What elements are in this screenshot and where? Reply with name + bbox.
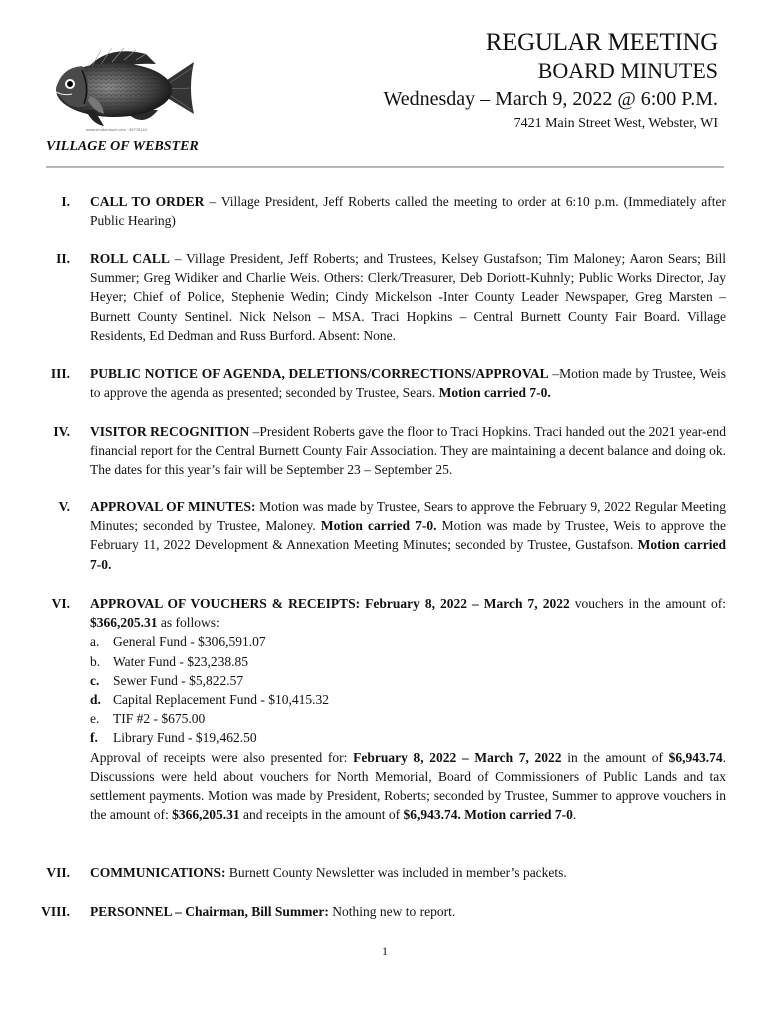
motion-result: Motion carried 7-0.	[438, 385, 551, 401]
title-line-2: BOARD MINUTES	[537, 58, 718, 83]
section-heading: PERSONNEL – Chairman, Bill Summer:	[90, 904, 329, 919]
section-body	[90, 497, 726, 574]
section-text: Motion was made by Trustee, Sears to approve the February 9, 2022 Regular Meeting Minutes; seconded by Trustee, Maloney.	[90, 499, 727, 534]
section-text: Burnett County Newsletter was included in member’s packets.	[225, 865, 567, 880]
section-heading: ROLL CALL	[90, 251, 170, 266]
section-text: .	[572, 807, 577, 823]
section-body	[90, 249, 726, 345]
voucher-total: $366,205.31	[172, 807, 240, 823]
section-body	[90, 594, 726, 824]
list-text: Sewer Fund - $5,822.57	[113, 672, 244, 688]
section-text: vouchers in the amount of:	[569, 596, 727, 611]
section-numeral: VII.	[46, 865, 70, 880]
section-text: –President Roberts gave the floor to Traci Hopkins. Traci handed out the 2021 year-end financial report for the Central Burnett County Fair Association. They are maintaining a decent balance and doing ok. The dates for this year’s fair will be September 23 – September 25.	[90, 424, 726, 478]
list-item	[90, 690, 726, 709]
list-marker: a.	[90, 634, 100, 650]
list-item	[90, 671, 726, 690]
section-numeral: IV.	[53, 424, 70, 439]
list-marker: c.	[90, 672, 100, 688]
list-item	[90, 728, 726, 747]
list-marker: b.	[90, 653, 101, 669]
list-marker: e.	[90, 711, 100, 727]
bluegill-fish-icon	[46, 40, 196, 140]
section-text: – Village President, Jeff Roberts called the meeting to order at 6:10 p.m. (Immediately after Public Hearing)	[90, 194, 726, 229]
receipt-dates: February 8, 2022 – March 7, 2022	[353, 749, 562, 765]
voucher-dates: February 8, 2022 – March 7, 2022	[360, 596, 570, 611]
list-text: Capital Replacement Fund - $10,415.32	[113, 692, 329, 708]
header-divider	[46, 166, 724, 168]
list-text: Library Fund - $19,462.50	[113, 730, 257, 746]
list-item	[90, 709, 726, 728]
section-heading: APPROVAL OF VOUCHERS & RECEIPTS:	[90, 596, 361, 611]
section-numeral: VIII.	[41, 904, 70, 919]
section-text: as follows:	[157, 615, 220, 631]
section-heading: APPROVAL OF MINUTES:	[90, 499, 256, 514]
section-text: . Discussions were held about vouchers for North Memorial, Board of Commissioners of Public Lands and tax settlement payments. Motion was made by President, Roberts; seconded by Trustee, Summer to approve vouchers in the amount of:	[90, 749, 727, 823]
list-item	[90, 632, 726, 651]
village-name: VILLAGE OF WEBSTER	[46, 139, 199, 154]
list-marker: f.	[90, 730, 98, 746]
section-numeral: III.	[50, 366, 70, 381]
meeting-address: 7421 Main Street West, Webster, WI	[513, 116, 718, 131]
receipt-total: $6,943.74	[668, 749, 723, 765]
section-text: and receipts in the amount of	[239, 807, 404, 823]
section-heading: CALL TO ORDER	[90, 194, 205, 209]
fund-list	[90, 632, 726, 747]
section-body	[90, 863, 726, 882]
section-numeral: VI.	[51, 596, 70, 611]
list-text: General Fund - $306,591.07	[113, 634, 266, 650]
title-line-1: REGULAR MEETING	[485, 29, 718, 56]
motion-result: Motion carried 7-0.	[320, 518, 437, 534]
motion-result: $6,943.74. Motion carried 7-0	[403, 807, 573, 823]
section-text: Motion was made by Trustee, Weis to approve the February 11, 2022 Development & Annexation Meeting Minutes; seconded by Trustee, Gustafson.	[90, 518, 727, 553]
section-text: – Village President, Jeff Roberts; and Trustees, Kelsey Gustafson; Tim Maloney; Aaron Sears; Bill Summer; Greg Widiker and Charlie Weis. Others: Clerk/Treasurer, Deb Doriott-Kuhnly; Public Works Director, Jay Heyer; Chief of Police, Stephenie Wedin; Cindy Mickelson -Inter County Leader Newspaper, Greg Marsten – Burnett County Sentinel. Nick Nelson – MSA. Traci Hopkins – Central Burnett County Fair Board. Village Residents, Ed Dedman and Russ Burford. Absent: None.	[90, 251, 726, 343]
list-text: TIF #2 - $675.00	[113, 711, 206, 727]
logo-credit: www.shutterstock.com · 85778144	[86, 128, 148, 132]
section-heading: VISITOR RECOGNITION	[90, 424, 250, 439]
section-body	[90, 192, 726, 230]
section-body	[90, 902, 726, 921]
section-numeral: V.	[58, 499, 70, 514]
section-heading: PUBLIC NOTICE OF AGENDA, DELETIONS/CORRECTIONS/APPROVAL	[90, 366, 549, 381]
section-text: Approval of receipts were also presented for:	[90, 749, 354, 765]
list-item	[90, 652, 726, 671]
list-marker: d.	[90, 692, 101, 708]
document-header	[383, 28, 718, 134]
list-text: Water Fund - $23,238.85	[113, 653, 249, 669]
section-text: Nothing new to report.	[328, 904, 456, 919]
section-numeral: I.	[61, 194, 70, 209]
meeting-date: Wednesday – March 9, 2022 @ 6:00 P.M.	[383, 88, 718, 110]
voucher-total: $366,205.31	[90, 615, 158, 631]
section-text: in the amount of	[561, 749, 669, 765]
motion-result: Motion carried 7-0.	[90, 537, 726, 572]
page-number: 1	[382, 944, 388, 958]
section-body	[90, 364, 726, 402]
section-text: –Motion made by Trustee, Weis to approve the agenda as presented; seconded by Trustee, Sears.	[90, 366, 726, 401]
section-body	[90, 422, 726, 480]
section-numeral: II.	[56, 251, 70, 266]
section-heading: COMMUNICATIONS:	[90, 865, 226, 880]
